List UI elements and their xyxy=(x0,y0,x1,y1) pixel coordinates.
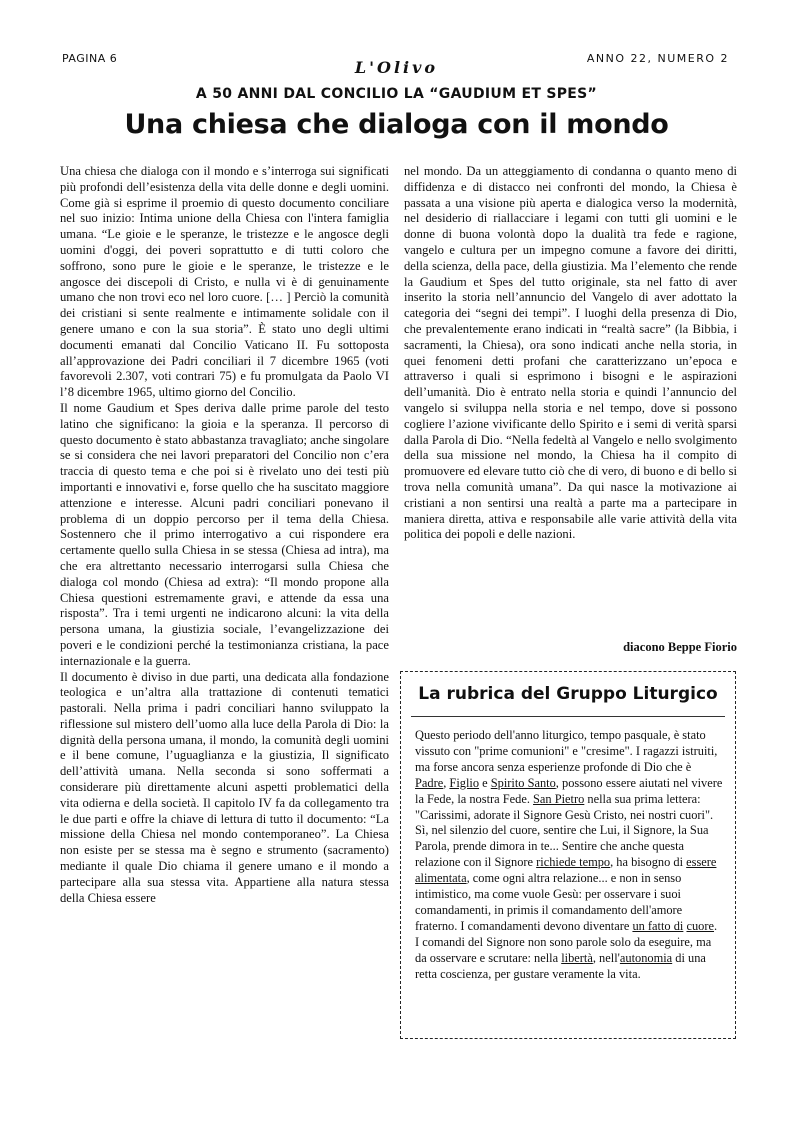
article-paragraph: nel mondo. Da un atteggiamento di condanna o quanto meno di diffidenza e di distacco nei confronti del mondo, la Chiesa è passata a una visione più aperta e dialogica verso la modernità, nel desiderio di riallacciare i legami con tutti gli uomini e le donne di buona volontà dopo la dualità tra fede e ragione, vangelo e cultura per un impegno comune a favore dei diritti, della scienza, della pace, della giustizia. Ma l’elemento che rende la Gaudium et Spes del tutto originale, sta nel fatto di aver inserito la storia nell’annuncio del Vangelo di aver adottato la categoria dei “segni dei tempi”. I luoghi della presenza di Dio, che prevalentemente erano indicati in “realtà sacre” (la Bibbia, i sacramenti, la Chiesa), ora sono indicati anche nella storia, in quei fenomeni detti profani che caratterizzano un’epoca e attraverso i quali si esprimono i bisogni e le aspirazioni dell’umanità. Dio è entrato nella storia e quindi l’annuncio del vangelo si sviluppa nella storia e nel tempo, dove si possono cogliere l’azione vivificante dello Spirito e i semi di verità sparsi dalla Parola di Dio. “Nella fedeltà al Vangelo e nello svolgimento della sua missione nel mondo, la Chiesa ha il compito di promuovere ed elevare tutto ciò che di vero, di buono e di bello si trova nella comunità umana”. Da qui nasce la motivazione ai cristiani a non sentirsi una realtà a parte ma a partecipare in maniera diretta, attiva e responsabile alle varie attività della vita politica dei popoli e delle nazioni. xyxy=(404,164,737,542)
box-divider xyxy=(411,716,725,717)
box-text-run: , possono essere aiutati nel vivere la Fede, la nostra Fede. xyxy=(415,775,723,806)
underlined-word: Padre xyxy=(415,775,444,790)
underlined-word: essere alimentata xyxy=(415,855,717,886)
article-column-right xyxy=(404,164,737,543)
article-paragraph: Il nome Gaudium et Spes deriva dalle prime parole del testo latino che significano: la gioia e la speranza. Il percorso di questo documento è stato abbastanza travagliato; anche singolare se si considera che nei lavori preparatori del Concilio non c’era traccia di questo tema e che poi si è rivelato uno dei testi più importanti e innovativi e, forse quello che ha suscitato maggiore attenzione e interesse. Alcuni padri conciliari ponevano il problema di un doppio percorso per il tema della Chiesa. Sostennero che il primo interrogativo a cui rispondere era certamente quello sulla Chiesa in se stessa (Chiesa ad intra), ma che era altrettanto necessario interrogarsi sulla Chiesa che dialoga col mondo (Chiesa ad extra): “Il mondo propone alla Chiesa questioni estremamente gravi, e attende da essa una risposta”. Tra i temi urgenti ne indicarono alcuni: la vita della persona umana, la giustizia sociale, l’evangelizzazione dei poveri e le condizioni perché la testimonianza cristiana, la pace internazionale e la guerra. xyxy=(60,400,389,668)
box-text-run: , nell' xyxy=(592,950,620,965)
box-text-run: di una retta coscienza, per gustare veramente la vita. xyxy=(415,950,706,981)
box-text-run: . I comandi del Signore non sono parole solo da eseguire, ma da osservare e scrutare: nella xyxy=(415,918,718,965)
article-paragraph: Il documento è diviso in due parti, una dedicata alla fondazione teologica e un’altra alla trattazione di contenuti tematici pastorali. Nella prima i padri conciliari hanno sviluppato la riflessione sul mistero dell’uomo alla luce della Parola di Dio: la dignità della persona umana, il mondo, la comunità degli uomini e il bene comune, l’uguaglianza e la giustizia, Il significato dell’attività umana. Nella seconda si sono soffermati a considerare più direttamente alcuni aspetti problematici della vita odierna e della società. Il capitolo IV fa da collegamento tra le due parti e offre la chiave di lettura di tutto il documento: “La missione della Chiesa nel mondo contemporaneo”. La Chiesa non esiste per se stessa ma è segno e strumento (sacramento) mediante il quale Dio chiama il genere umano e il mondo a partecipare alla sua stessa vita. Appartiene alla natura stessa della Chiesa essere xyxy=(60,669,389,905)
article-title: Una chiesa che dialoga con il mondo xyxy=(124,109,669,140)
underlined-word: libertà xyxy=(561,950,593,965)
article-kicker: A 50 ANNI DAL CONCILIO LA “GAUDIUM ET SPES” xyxy=(195,86,598,102)
box-text-run: e xyxy=(479,775,491,790)
underlined-word: cuore xyxy=(686,918,715,933)
newsletter-logo: L'Olivo xyxy=(354,58,439,77)
box-text-run: Questo periodo dell'anno liturgico, tempo pasquale, è stato vissuto con "prime comunioni" e "cresime". I ragazzi istruiti, ma forse ancora senza esperienze profonde di Dio che è xyxy=(415,728,718,774)
article-author: diacono Beppe Fiorio xyxy=(623,640,737,654)
underlined-word: autonomia xyxy=(619,950,673,965)
underlined-word: San Pietro xyxy=(533,791,585,806)
issue-number: ANNO 22, NUMERO 2 xyxy=(586,52,729,65)
underlined-word: richiede tempo xyxy=(536,855,611,870)
article-column-left xyxy=(60,164,389,906)
liturgical-box xyxy=(400,671,736,1039)
underlined-word: Spirito Santo xyxy=(490,775,556,790)
box-text-run: , come ogni altra relazione... e non in senso intimistico, ma come vuole Gesù: per osservare i suoi comandamenti, in primis il comandamento dell'amore fraterno. I comandamenti devono diventare xyxy=(415,871,683,933)
box-text-run: , ha bisogno di xyxy=(610,855,687,870)
underlined-word: un fatto di xyxy=(632,918,684,933)
box-text xyxy=(415,728,723,983)
underlined-word: Figlio xyxy=(449,775,480,790)
box-title: La rubrica del Gruppo Liturgico xyxy=(418,684,718,704)
box-text-run: , xyxy=(443,775,450,790)
article-paragraph: Una chiesa che dialoga con il mondo e s’interroga sui significati più profondi dell’esistenza della vita delle donne e degli uomini. Come già si esprime il proemio di questo documento conciliare nel suo inizio: Intima unione della Chiesa con l'intera famiglia umana. “Le gioie e le speranze, le tristezze e le angosce degli uomini d'oggi, dei poveri soprattutto e di tutti coloro che soffrono, sono pure le gioie e le speranze, le tristezze e le angosce dei discepoli di Cristo, e nulla vi è di genuinamente umano che non trovi eco nel loro cuore. [… ] Perciò la comunità dei cristiani si sente realmente e intimamente solidale con il genere umano e con la sua storia”. È stato uno degli ultimi documenti emanati dal Concilio Vaticano II. Fu sottoposta all’approvazione dei Padri conciliari il 7 dicembre 1965 (voti favorevoli 2.307, voti contrari 75) e fu promulgata da Paolo VI l’8 dicembre 1965, ultimo giorno del Concilio. xyxy=(60,164,389,400)
box-text-run: nella sua prima lettera: "Carissimi, adorate il Signore Gesù Cristo, nei nostri cuori". xyxy=(415,791,714,822)
page-number: PAGINA 6 xyxy=(62,52,118,65)
box-text-run: Sì, nel silenzio del cuore, sentire che Lui, il Signore, la Sua Parola, prende dimora in te... Sentire che anche questa relazione con il Signore xyxy=(415,823,709,870)
